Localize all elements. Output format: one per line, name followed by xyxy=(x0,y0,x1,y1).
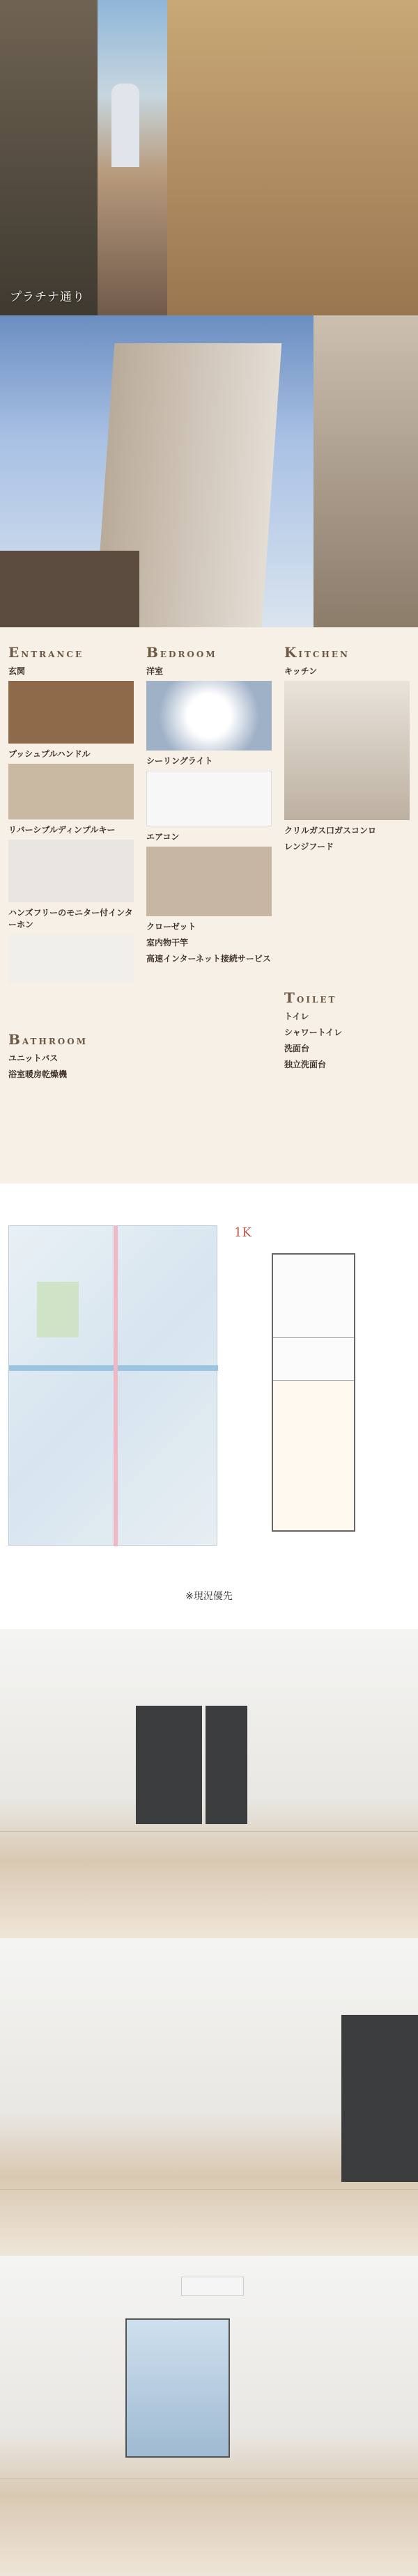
street-photo xyxy=(0,0,418,315)
ceiling-light-image xyxy=(146,681,272,751)
entry-door xyxy=(206,1706,247,1824)
tower-distant xyxy=(111,84,139,167)
entrance-column: ENTRANCE 玄関 プッシュプルハンドル リバーシブルディンプルキー ハンズフリーのモニター付インターホン xyxy=(8,644,134,987)
entrance-image xyxy=(8,681,134,744)
key-image xyxy=(8,840,134,902)
tree-trunk xyxy=(0,0,98,315)
rail-line xyxy=(114,1226,118,1546)
intercom-image xyxy=(8,934,134,983)
handle-image xyxy=(8,764,134,819)
toilet-title: トイレ xyxy=(284,1012,309,1021)
entrance-title: 玄関 xyxy=(8,666,26,676)
aircon-image xyxy=(146,771,272,826)
tower-photo xyxy=(0,315,418,627)
kitchen-title: キッチン xyxy=(284,666,318,676)
toilet-column: TOILET トイレ シャワートイレ 洗面台 独立洗面台 xyxy=(284,989,410,1071)
map-floorplan-section xyxy=(0,1184,418,1629)
balcony-window xyxy=(125,2318,230,2458)
bedroom-title: 洋室 xyxy=(146,666,164,676)
plan-outline xyxy=(272,1253,355,1532)
floor-line xyxy=(0,1831,418,1832)
bathroom-column: BATHROOM ユニットバス 浴室暖房乾燥機 xyxy=(8,1031,134,1081)
adjacent-building xyxy=(314,315,418,627)
area-map xyxy=(8,1225,217,1546)
room-photo-3 xyxy=(0,2256,418,2576)
foreground-building xyxy=(0,551,139,627)
closet-image xyxy=(146,847,272,916)
photo-caption: プラチナ通り xyxy=(10,290,85,304)
layout-label: 1K xyxy=(234,1225,251,1240)
kitchen-image xyxy=(284,681,410,820)
disclaimer-note: ※現況優先 xyxy=(185,1591,233,1602)
floor-plan xyxy=(230,1225,411,1560)
floor-line xyxy=(0,2189,418,2190)
bathroom-title: ユニットバス xyxy=(8,1053,59,1063)
closet-door xyxy=(341,2015,418,2182)
equipment-panel xyxy=(0,627,418,1184)
plan-wet-area xyxy=(273,1255,354,1338)
closet-door xyxy=(136,1706,202,1824)
room-photo-2 xyxy=(0,1938,418,2256)
aircon-unit xyxy=(181,2277,244,2296)
room-photo-1 xyxy=(0,1629,418,1938)
bedroom-column: BEDROOM 洋室 シーリングライト エアコン クローゼット 室内物干竿 高速インターネット接続サービス xyxy=(146,644,271,964)
kitchen-column: KITCHEN キッチン クリルガス口ガスコンロ レンジフード xyxy=(284,644,410,854)
plan-room xyxy=(273,1380,354,1530)
park-area xyxy=(37,1282,79,1337)
building-facade xyxy=(167,0,418,315)
